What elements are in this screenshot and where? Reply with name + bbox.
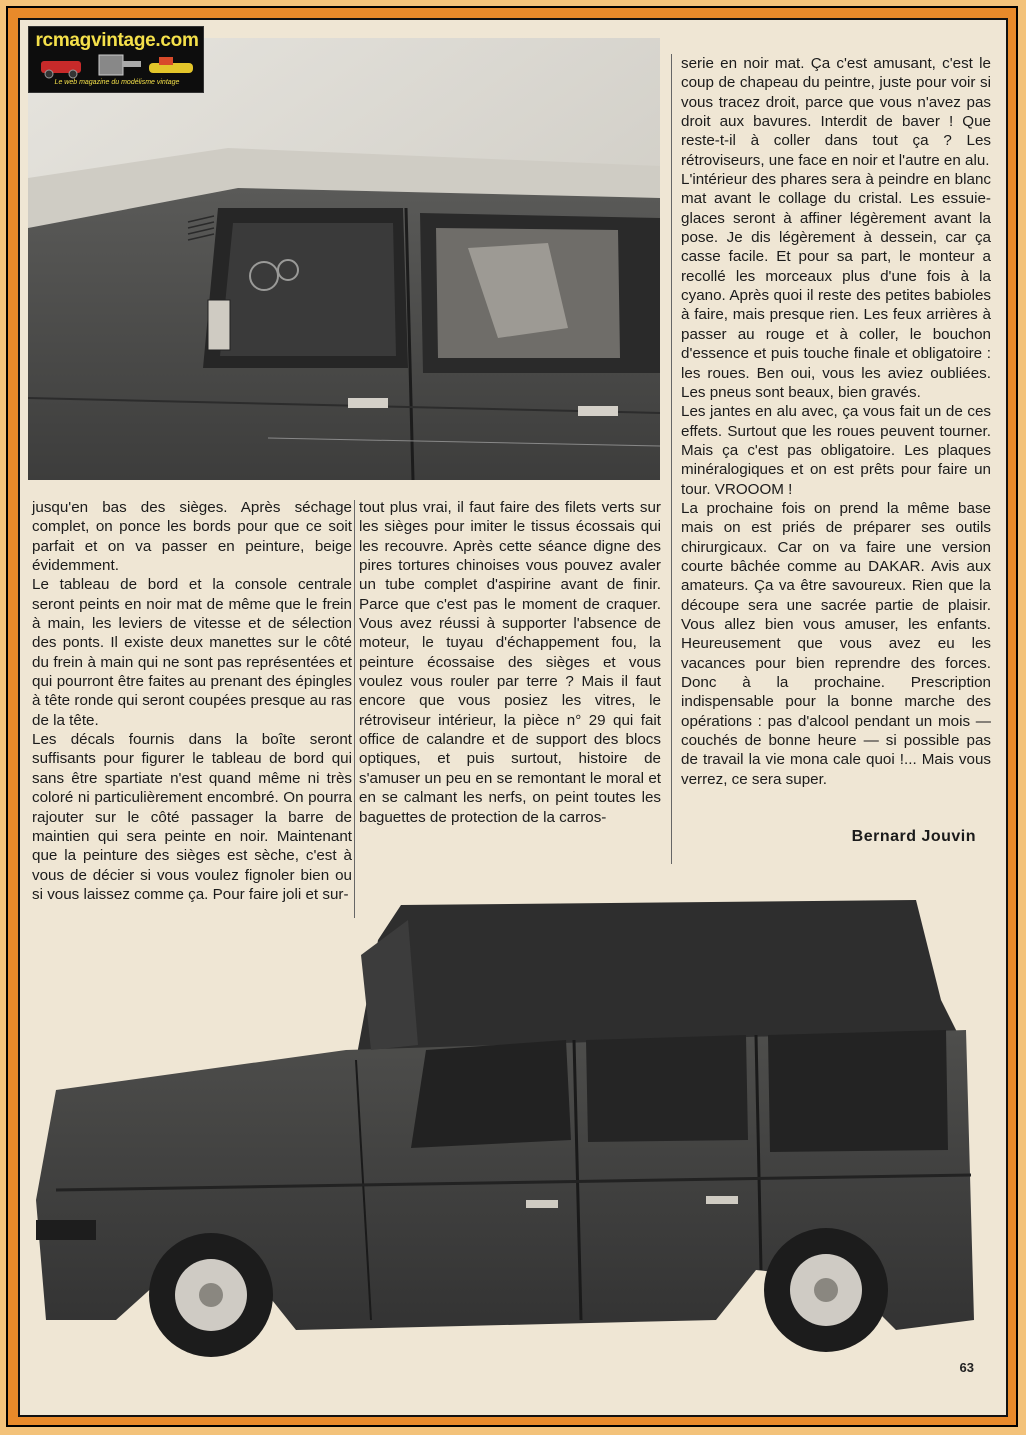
logo-subtitle: Le web magazine du modélisme vintage xyxy=(54,79,180,86)
vehicle-side-image xyxy=(26,900,980,1360)
column-rule-left xyxy=(354,500,355,918)
article-column-1: jusqu'en bas des sièges. Après séchage complet, on ponce les bords pour que ce soit parfait et on va passer en peinture, beige évidemment. Le tableau de bord et la console centrale seront peints en noir mat de même que le frein à main, les leviers de vitesse et de sélection des ponts. Il existe deux manettes sur le côté du frein à main qui ne sont pas représentées et qui pourront être faites au prenant des épingles à tête ronde qui seront coupées presque au ras de la tête. Les décals fournis dans la boîte seront suffisants pour figurer le tableau de bord qui sans être spartiate n'est quand même ni très coloré ni particulièrement encombré. On pourra rajouter sur le côté passager la barre de maintien qui sera peinte en noir. Maintenant que la peinture des sièges est sèche, c'est à vous de décier si vous voulez fignoler bien ou si vous laissez comme ça. Pour faire joli et sur- xyxy=(32,499,352,903)
author-signature: Bernard Jouvin xyxy=(851,828,976,845)
logo-title: rcmagvintage.com xyxy=(35,30,199,51)
column-rule-right xyxy=(671,54,672,864)
page-number: 63 xyxy=(959,1360,974,1375)
photo-vehicle-side xyxy=(26,900,980,1360)
photo-vehicle-closeup xyxy=(28,38,660,480)
article-column-2: tout plus vrai, il faut faire des filets verts sur les sièges pour imiter le tissus écossais qui les recouvre. Après cette séance digne des pires tortures chinoises vous pouvez avaler un tube complet d'aspirine avant de finir. Parce que c'est pas le moment de craquer. Vous avez réussi à supporter l'absence de moteur, le tuyau d'échappement fou, la peinture écossaise des sièges et vous voulez vous rouler par terre ? Mais il faut encore que vous posiez les vitres, le rétroviseur intérieur, la pièce n° 29 qui fait office de calandre et de support des blocs optiques, et puis surtout, histoire de s'amuser un peu en se remontant le moral et en se calmant les nerfs, on peint toutes les baguettes de protection de la carros- xyxy=(359,499,661,826)
logo-models-icon xyxy=(37,51,197,79)
vehicle-closeup-image xyxy=(28,38,660,480)
site-logo xyxy=(28,26,204,93)
magazine-page xyxy=(18,18,1008,1417)
article-column-3: serie en noir mat. Ça c'est amusant, c'est le coup de chapeau du peintre, juste pour voir si vous tracez droit, parce que vous n'avez pas droit aux bavures. Interdit de baver ! Que reste-t-il à coller dans tout ça ? Les rétroviseurs, une face en noir et l'autre en alu. L'intérieur des phares sera à peindre en blanc mat avant le collage du cristal. Les essuie-glaces seront à affiner légèrement avant la pose. Je dis légèrement à dessein, car ça casse facile. Et pour sa part, le monteur a recollé les morceaux plus d'une fois à la cyano. Après quoi il reste des petites babioles à faire, mais presque rien. Les feux arrières à passer au rouge et à coller, le bouchon d'essence et puis touche finale et obligatoire : les roues. Ben oui, vous les aviez oubliées. Les pneus sont beaux, bien gravés. Les jantes en alu avec, ça vous fait un de ces effets. Surtout que les roues peuvent tourner. Mais ça c'est pas obligatoire. Les plaques minéralogiques et on est prêts pour faire un tour. VROOOM ! La prochaine fois on prend la même base mais on est priés de préparer ses outils chirurgicaux. Car on va faire une version courte bâchée comme au DAKAR. Avis aux amateurs. Ça va être savoureux. Rien que la découpe sera une sacrée partie de plaisir. Vous allez bien vous amuser, les enfants. Heureusement que vous avez eu les vacances pour bien reprendre des forces. Donc à la prochaine. Prescription indispensable pour la bonne marche des opérations : pas d'alcool pendant un mois — couchés de bonne heure — si possible pas de travail la vie mona cale quoi !... Mais vous verrez, ce sera super. xyxy=(681,55,991,788)
